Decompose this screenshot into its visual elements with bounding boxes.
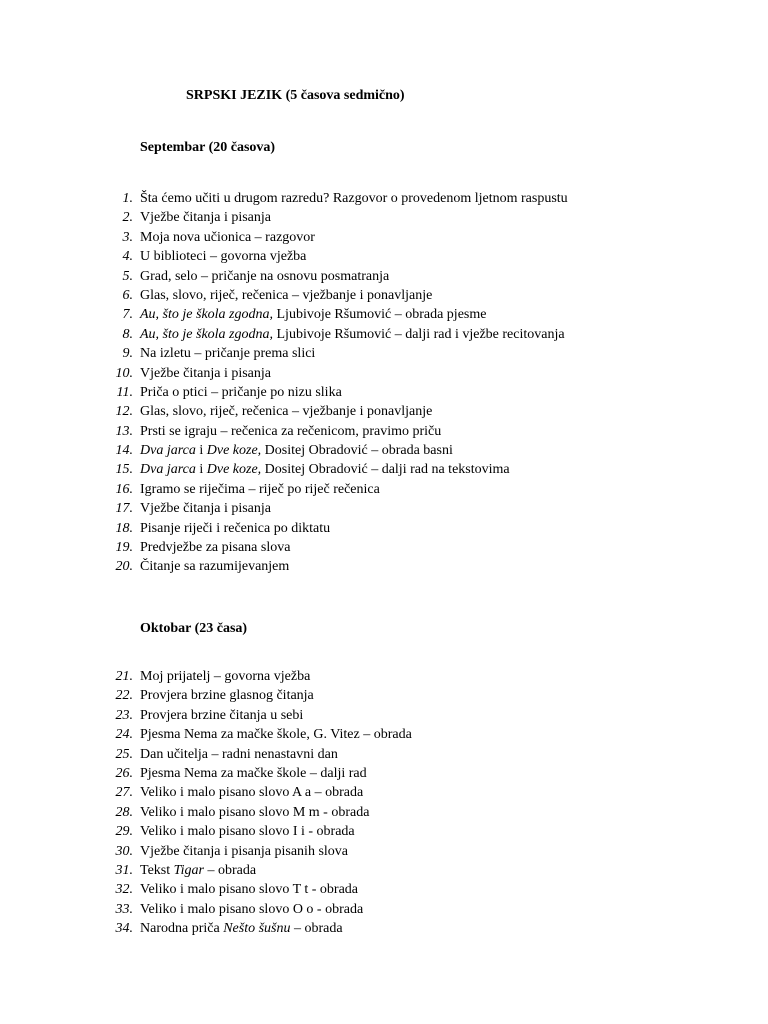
lesson-text-part: Vježbe čitanja i pisanja (140, 210, 271, 226)
lesson-text-part: Pisanje riječi i rečenica po diktatu (140, 520, 331, 536)
lesson-number: 12. (115, 404, 133, 420)
list-item (0, 460, 768, 479)
lesson-number: 2. (122, 210, 133, 226)
lesson-text-part: Na izletu – pričanje prema slici (140, 346, 316, 362)
lesson-number: 28. (115, 804, 133, 820)
lesson-text (140, 764, 367, 783)
lesson-text (140, 519, 330, 538)
lesson-text (140, 725, 412, 744)
lesson-text-part: Ljubivoje Ršumović – obrada pjesme (273, 307, 487, 323)
list-item (0, 519, 768, 538)
lesson-title-italic: Au, što je škola zgodna, (140, 307, 273, 323)
lesson-text (140, 460, 510, 479)
lesson-text (140, 822, 355, 841)
list-item (0, 383, 768, 402)
list-item (0, 919, 768, 938)
lesson-text-part: Veliko i malo pisano slovo I i - obrada (140, 824, 355, 840)
lesson-text (140, 441, 453, 460)
lesson-number: 27. (115, 785, 133, 801)
lesson-text-part: Tekst (140, 862, 174, 878)
lesson-text (140, 538, 290, 557)
lesson-number: 34. (115, 921, 133, 937)
list-item (0, 364, 768, 383)
lesson-text-part: Dan učitelja – radni nenastavni dan (140, 746, 338, 762)
lesson-text-part: Vježbe čitanja i pisanja (140, 501, 271, 517)
lesson-title-italic: Dve koze, (206, 462, 262, 478)
lesson-text (140, 861, 256, 880)
lesson-text (140, 919, 343, 938)
lesson-text (140, 803, 369, 822)
lesson-text (140, 499, 271, 518)
lesson-text-part: Veliko i malo pisano slovo T t - obrada (140, 882, 359, 898)
lesson-number: 29. (115, 824, 133, 840)
lesson-text-part: Dositej Obradović – obrada basni (261, 443, 453, 459)
lesson-text-part: Pjesma Nema za mačke škole, G. Vitez – obrada (140, 727, 412, 743)
lesson-number: 16. (115, 481, 133, 497)
lesson-text-part: – obrada (204, 862, 257, 878)
lesson-text (140, 422, 441, 441)
lesson-text (140, 783, 363, 802)
lesson-number: 17. (115, 501, 133, 517)
lesson-text-part: Grad, selo – pričanje na osnovu posmatranja (140, 268, 390, 284)
lesson-number: 1. (122, 191, 133, 206)
lesson-text (140, 383, 342, 402)
lesson-title-italic: Nešto šušnu (223, 921, 291, 937)
list-item (0, 499, 768, 518)
lesson-text-part: Pjesma Nema za mačke škole – dalji rad (140, 765, 367, 781)
document-title: SRPSKI JEZIK (5 časova sedmično) (186, 88, 405, 103)
lesson-text-part: Vježbe čitanja i pisanja pisanih slova (140, 843, 348, 859)
lesson-text (140, 344, 315, 363)
lesson-number: 24. (115, 727, 133, 743)
lesson-text-part: Vježbe čitanja i pisanja (140, 365, 271, 381)
lesson-number: 10. (115, 365, 133, 381)
lesson-text-part: Šta ćemo učiti u drugom razredu? Razgovor o provedenom ljetnom raspustu (140, 191, 568, 206)
lesson-number: 22. (115, 688, 133, 704)
lesson-text (140, 667, 310, 686)
lesson-list-october (0, 667, 768, 938)
list-item (0, 686, 768, 705)
lesson-text-part: Provjera brzine glasnog čitanja (140, 688, 314, 704)
lesson-number: 5. (122, 268, 133, 284)
lesson-text-part: Veliko i malo pisano slovo M m - obrada (140, 804, 370, 820)
lesson-text-part: Veliko i malo pisano slovo A a – obrada (140, 785, 364, 801)
lesson-number: 32. (115, 882, 133, 898)
list-item (0, 538, 768, 557)
lesson-number: 14. (115, 443, 133, 459)
lesson-number: 21. (115, 669, 133, 684)
lesson-text (140, 305, 486, 324)
list-item (0, 228, 768, 247)
list-item (0, 667, 768, 686)
section-heading-october: Oktobar (23 časa) (140, 621, 248, 636)
lesson-text (140, 208, 271, 227)
lesson-text-part: Dositej Obradović – dalji rad na tekstovima (261, 462, 510, 478)
lesson-number: 25. (115, 746, 133, 762)
lesson-number: 3. (122, 229, 133, 245)
lesson-number: 4. (122, 249, 133, 265)
lesson-number: 15. (115, 462, 133, 478)
lesson-text (140, 880, 358, 899)
lesson-text-part: Priča o ptici – pričanje po nizu slika (140, 384, 342, 400)
lesson-text-part: Glas, slovo, riječ, rečenica – vježbanje i ponavljanje (140, 287, 433, 303)
list-item (0, 286, 768, 305)
list-item (0, 480, 768, 499)
lesson-text-part: Ljubivoje Ršumović – dalji rad i vježbe recitovanja (273, 326, 565, 342)
list-item (0, 557, 768, 576)
lesson-text-part: i (195, 443, 207, 459)
lesson-text (140, 267, 389, 286)
lesson-text (140, 900, 363, 919)
list-item (0, 803, 768, 822)
lesson-number: 6. (122, 287, 133, 303)
lesson-text-part: Narodna priča (140, 921, 224, 937)
list-item (0, 783, 768, 802)
lesson-text (140, 686, 314, 705)
lesson-list-september (0, 189, 768, 577)
list-item (0, 706, 768, 725)
list-item (0, 325, 768, 344)
lesson-title-italic: Tigar (173, 862, 204, 878)
lesson-text-part: Čitanje sa razumijevanjem (140, 559, 290, 575)
list-item (0, 861, 768, 880)
lesson-text (140, 706, 303, 725)
lesson-number: 23. (115, 707, 133, 723)
list-item (0, 745, 768, 764)
list-item (0, 402, 768, 421)
list-item (0, 344, 768, 363)
lesson-text (140, 325, 565, 344)
list-item (0, 842, 768, 861)
lesson-number: 30. (115, 843, 133, 859)
lesson-text-part: Prsti se igraju – rečenica za rečenicom, pravimo priču (140, 423, 442, 439)
list-item (0, 764, 768, 783)
list-item (0, 247, 768, 266)
lesson-text (140, 189, 568, 208)
list-item (0, 900, 768, 919)
lesson-text-part: Predvježbe za pisana slova (140, 540, 291, 556)
lesson-number: 9. (122, 346, 133, 362)
lesson-text-part: Glas, slovo, riječ, rečenica – vježbanje i ponavljanje (140, 404, 433, 420)
list-item (0, 422, 768, 441)
lesson-number: 19. (115, 540, 133, 556)
list-item (0, 267, 768, 286)
lesson-number: 26. (115, 765, 133, 781)
list-item (0, 305, 768, 324)
list-item (0, 880, 768, 899)
lesson-number: 7. (122, 307, 133, 323)
lesson-text-part: Moja nova učionica – razgovor (140, 229, 315, 245)
lesson-number: 33. (115, 901, 133, 917)
lesson-text (140, 286, 432, 305)
lesson-number: 13. (115, 423, 133, 439)
lesson-title-italic: Dva jarca (140, 443, 196, 459)
lesson-text (140, 745, 338, 764)
lesson-text (140, 842, 348, 861)
lesson-text-part: Moj prijatelj – govorna vježba (140, 669, 311, 684)
lesson-text (140, 228, 315, 247)
lesson-title-italic: Dve koze, (206, 443, 262, 459)
list-item (0, 208, 768, 227)
lesson-number: 8. (122, 326, 133, 342)
lesson-text (140, 480, 380, 499)
lesson-text-part: Provjera brzine čitanja u sebi (140, 707, 304, 723)
lesson-text-part: – obrada (290, 921, 343, 937)
section-heading-september: Septembar (20 časova) (140, 140, 276, 155)
list-item (0, 725, 768, 744)
lesson-text-part: U biblioteci – govorna vježba (140, 249, 307, 265)
lesson-text (140, 247, 306, 266)
lesson-title-italic: Dva jarca (140, 462, 196, 478)
lesson-number: 11. (116, 384, 133, 400)
lesson-text-part: i (195, 462, 207, 478)
list-item (0, 822, 768, 841)
lesson-text (140, 364, 271, 383)
lesson-text (140, 402, 432, 421)
lesson-number: 31. (115, 862, 133, 878)
lesson-number: 20. (115, 559, 133, 575)
lesson-text-part: Igramo se riječima – riječ po riječ rečenica (140, 481, 380, 497)
list-item (0, 441, 768, 460)
lesson-text (140, 557, 289, 576)
list-item (0, 189, 768, 208)
lesson-text-part: Veliko i malo pisano slovo O o - obrada (140, 901, 364, 917)
lesson-number: 18. (115, 520, 133, 536)
lesson-title-italic: Au, što je škola zgodna, (140, 326, 273, 342)
